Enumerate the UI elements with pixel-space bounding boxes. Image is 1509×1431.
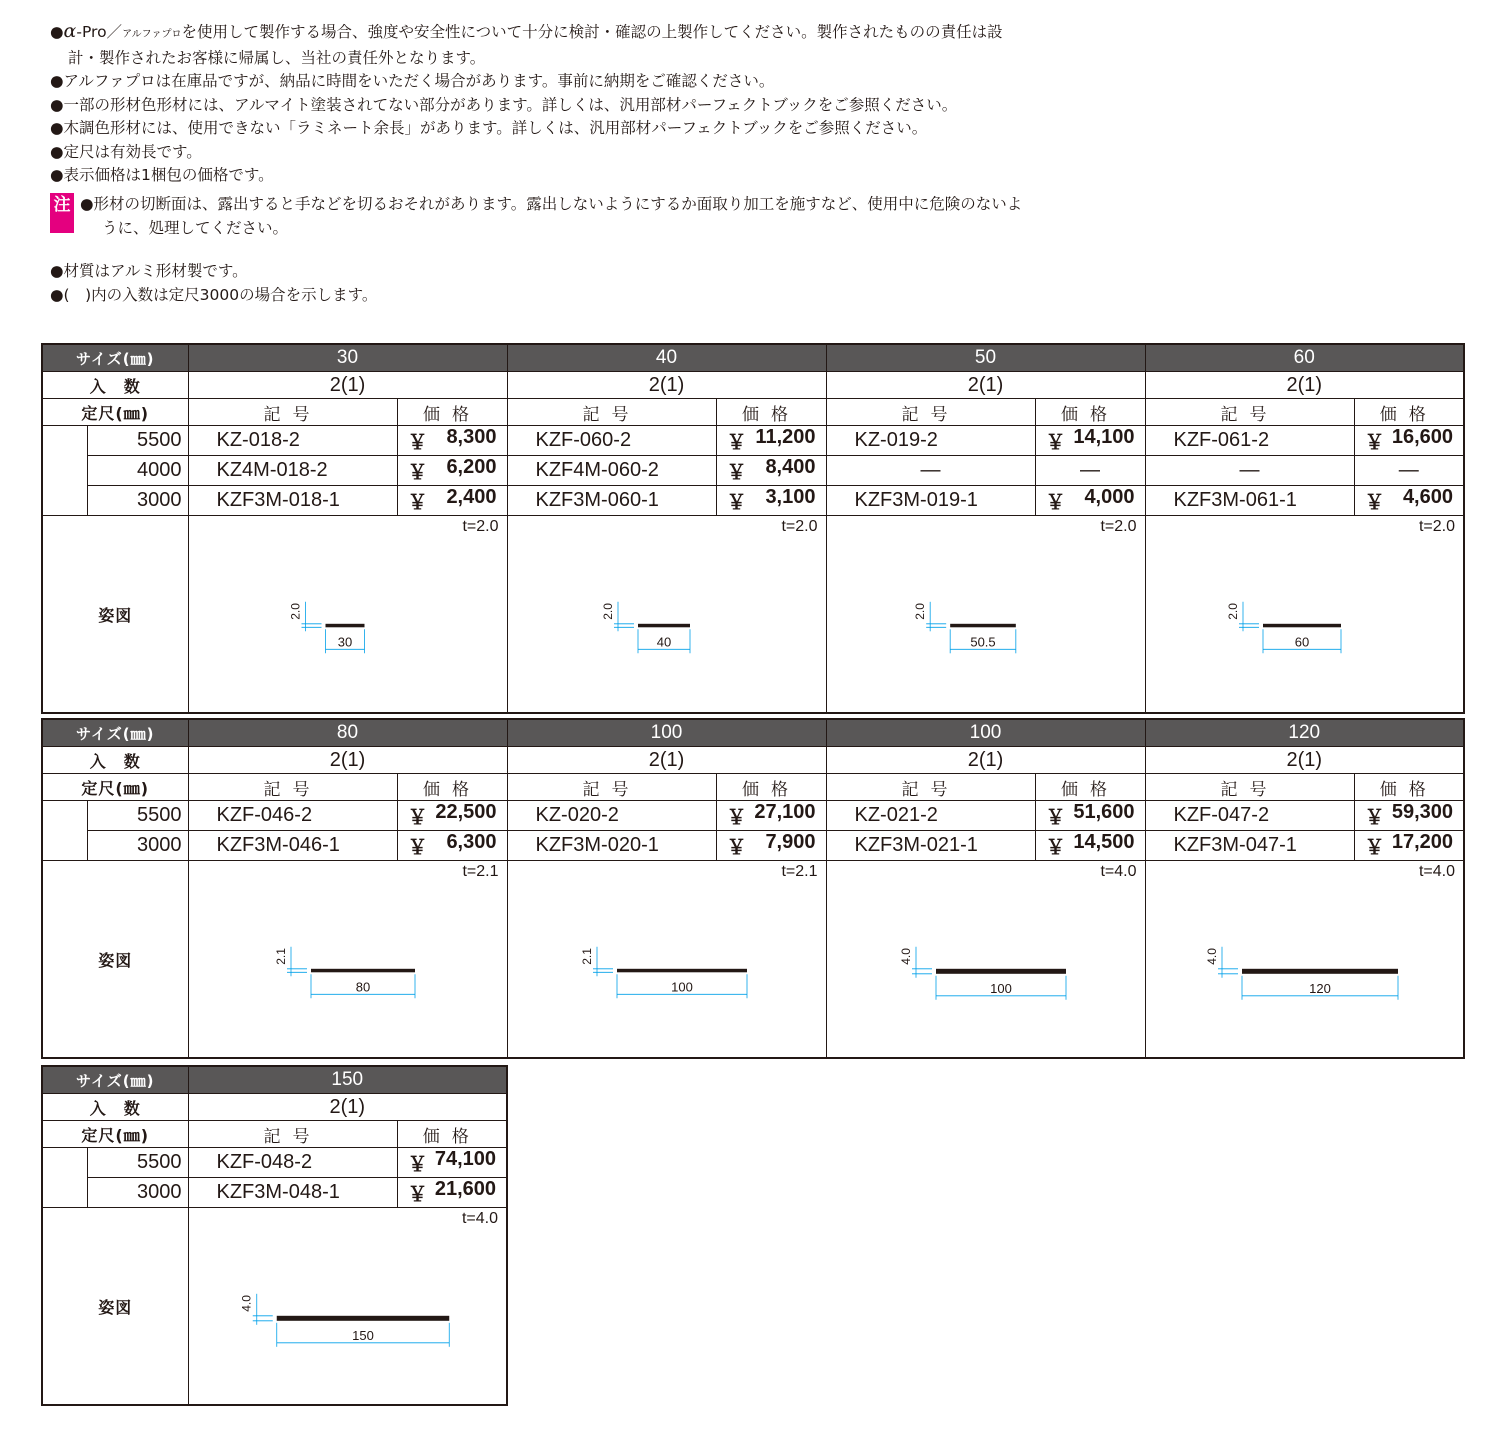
price-value: 6,300 (446, 831, 497, 853)
length-label: 定尺(㎜) (42, 1121, 188, 1148)
price-value: 21,600 (434, 1178, 496, 1200)
material-notes (50, 260, 377, 307)
yen-sign: ￥ (1364, 492, 1385, 514)
flat-bar-profile-diagram (508, 861, 826, 1057)
yen-sign: ￥ (407, 807, 428, 829)
note-line-3: ●一部の形材色形材には、アルマイト塗装されてない部分があります。詳しくは、汎用部材パーフェクトブックをご参照ください。 (50, 95, 958, 114)
price-value: 16,600 (1391, 426, 1453, 448)
price-cell (397, 1148, 507, 1178)
size-label: サイズ(㎜) (42, 719, 188, 747)
size-value: 120 (1145, 719, 1464, 747)
price-cell (397, 426, 507, 456)
product-code: ― (1145, 456, 1354, 486)
flat-bar-section (638, 624, 690, 628)
price-value: 22,500 (435, 801, 497, 823)
alpha-glyph: α (63, 20, 77, 42)
price-cell (716, 801, 826, 831)
quantity-value: 2(1) (507, 747, 826, 774)
price-cell (397, 456, 507, 486)
price-header: 価格 (1354, 774, 1464, 801)
length-value: 3000 (87, 486, 188, 516)
length-label: 定尺(㎜) (42, 774, 188, 801)
price-header: 価格 (716, 399, 826, 426)
price-cell (1354, 801, 1464, 831)
flat-bar-profile-diagram (827, 861, 1145, 1057)
length-value: 3000 (87, 831, 188, 861)
yen-sign: ￥ (726, 462, 747, 484)
product-code: KZF3M-046-1 (188, 831, 397, 861)
profile-figure-cell (507, 516, 826, 714)
price-value: 59,300 (1391, 801, 1453, 823)
yen-sign: ￥ (407, 462, 428, 484)
thickness-label: t=2.1 (781, 863, 818, 880)
thickness-dimension-text: 4.0 (239, 1295, 254, 1312)
code-header: 記号 (1145, 399, 1354, 426)
yen-sign: ￥ (407, 432, 428, 454)
notes (50, 20, 1130, 188)
yen-sign: ￥ (1364, 432, 1385, 454)
size-value: 100 (826, 719, 1145, 747)
code-header: 記号 (1145, 774, 1354, 801)
table3-spec-table (41, 1065, 508, 1406)
length-label: 定尺(㎜) (42, 399, 188, 426)
caution-line-1: ●形材の切断面は、露出すると手などを切るおそれがあります。露出しないようにするか面取り加工を施すなど、使用中に危険のないよ (80, 195, 1023, 213)
material-line-2: ●( )内の入数は定尺3000の場合を示します。 (50, 285, 378, 304)
price-value: 8,400 (765, 456, 816, 478)
price-value: 74,100 (434, 1148, 496, 1170)
thickness-label: t=2.0 (1100, 518, 1137, 535)
thickness-label: t=4.0 (461, 1210, 498, 1227)
price-value: 17,200 (1391, 831, 1453, 853)
price-value: 3,100 (765, 486, 816, 508)
width-dimension-text: 50.5 (969, 634, 996, 650)
price-value: 14,100 (1073, 426, 1135, 448)
price-header: 価格 (1035, 774, 1145, 801)
price-header: 価格 (397, 1121, 507, 1148)
table-row (42, 456, 1464, 486)
width-dimension-text: 30 (337, 634, 352, 650)
price-value: 4,000 (1084, 486, 1135, 508)
price-cell (1035, 486, 1145, 516)
product-code: KZ-018-2 (188, 426, 397, 456)
price-cell (397, 486, 507, 516)
flat-bar-section (311, 969, 415, 973)
indent-cell (42, 801, 87, 831)
product-code: KZF-048-2 (188, 1148, 397, 1178)
price-cell (716, 426, 826, 456)
size-value: 30 (188, 344, 507, 372)
note-line-6: ●表示価格は1梱包の価格です。 (50, 166, 274, 184)
thickness-dimension-text: 2.0 (1225, 603, 1240, 620)
yen-sign: ￥ (407, 837, 428, 859)
price-header: 価格 (397, 774, 507, 801)
flat-bar-section (1263, 624, 1341, 628)
price-header: 価格 (1035, 399, 1145, 426)
caution-block (50, 193, 1130, 240)
thickness-dimension-text: 4.0 (1204, 948, 1219, 965)
code-header: 記号 (507, 399, 716, 426)
size-value: 150 (188, 1066, 507, 1094)
price-header: 価格 (716, 774, 826, 801)
quantity-value: 2(1) (507, 372, 826, 399)
price-value: 2,400 (446, 486, 497, 508)
length-value: 5500 (87, 426, 188, 456)
code-header: 記号 (507, 774, 716, 801)
flat-bar-section (617, 969, 747, 973)
table-row (42, 486, 1464, 516)
code-header: 記号 (826, 774, 1035, 801)
width-dimension-text: 80 (355, 979, 370, 995)
size-label: サイズ(㎜) (42, 344, 188, 372)
note-line-4: ●木調色形材には、使用できない「ラミネート余長」があります。詳しくは、汎用部材パーフェクトブックをご参照ください。 (50, 119, 928, 137)
code-header: 記号 (826, 399, 1035, 426)
price-cell (716, 831, 826, 861)
product-code: KZF3M-020-1 (507, 831, 716, 861)
length-value: 5500 (87, 801, 188, 831)
price-cell (1354, 486, 1464, 516)
width-dimension-text: 100 (989, 980, 1012, 996)
material-line-1: ●材質はアルミ形材製です。 (50, 262, 248, 280)
thickness-label: t=2.0 (462, 518, 499, 535)
product-code: KZ-021-2 (826, 801, 1035, 831)
product-code: KZF3M-021-1 (826, 831, 1035, 861)
caution-badge: 注 (50, 193, 74, 233)
size-value: 60 (1145, 344, 1464, 372)
flat-bar-section (325, 624, 364, 628)
yen-sign: ￥ (407, 492, 428, 514)
profile-figure-cell (1145, 861, 1464, 1059)
table-row (42, 801, 1464, 831)
thickness-dimension-text: 2.0 (912, 603, 927, 620)
thickness-dimension-text: 2.1 (273, 948, 288, 965)
quantity-label: 入 数 (42, 1094, 188, 1121)
price-value: 51,600 (1073, 801, 1135, 823)
size-value: 80 (188, 719, 507, 747)
price-cell (1035, 831, 1145, 861)
yen-sign: ￥ (407, 1154, 428, 1176)
quantity-value: 2(1) (826, 747, 1145, 774)
figure-label: 姿図 (42, 1208, 188, 1406)
indent-cell (42, 456, 87, 486)
profile-figure-cell (826, 516, 1145, 714)
yen-sign: ￥ (407, 1184, 428, 1206)
flat-bar-section (950, 624, 1016, 628)
profile-figure-cell (188, 1208, 507, 1406)
product-code: KZF3M-060-1 (507, 486, 716, 516)
product-code: KZF3M-047-1 (1145, 831, 1354, 861)
table2-spec-table (41, 718, 1465, 1059)
price-value: 4,600 (1402, 486, 1453, 508)
size-value: 40 (507, 344, 826, 372)
product-code: KZF3M-048-1 (188, 1178, 397, 1208)
thickness-dimension-text: 2.1 (579, 948, 594, 965)
flat-bar-section (276, 1316, 449, 1321)
price-value: 14,500 (1073, 831, 1135, 853)
product-code: KZF3M-061-1 (1145, 486, 1354, 516)
price-value: 27,100 (754, 801, 816, 823)
size-value: 100 (507, 719, 826, 747)
price-cell (397, 1178, 507, 1208)
width-dimension-text: 100 (670, 979, 693, 995)
note-line-2: ●アルファプロは在庫品ですが、納品に時間をいただく場合があります。事前に納期をご確認ください。 (50, 72, 775, 90)
flat-bar-section (936, 969, 1066, 974)
note-line-1-cont: 計・製作されたお客様に帰属し、当社の責任外となります。 (68, 48, 486, 67)
yen-sign: ￥ (1045, 837, 1066, 859)
flat-bar-profile-diagram (189, 861, 507, 1057)
price-cell (1354, 831, 1464, 861)
yen-sign: ￥ (1045, 432, 1066, 454)
profile-figure-cell (826, 861, 1145, 1059)
flat-bar-section (1242, 969, 1398, 974)
length-value: 4000 (87, 456, 188, 486)
product-code: KZF-046-2 (188, 801, 397, 831)
caution-line-2: うに、処理してください。 (102, 218, 289, 237)
indent-cell (42, 486, 87, 516)
product-code: KZ-019-2 (826, 426, 1035, 456)
price-cell (1035, 426, 1145, 456)
width-dimension-text: 150 (351, 1327, 374, 1343)
width-dimension-text: 60 (1294, 634, 1309, 650)
yen-sign: ￥ (1364, 807, 1385, 829)
quantity-label: 入 数 (42, 747, 188, 774)
flat-bar-profile-diagram (827, 516, 1145, 712)
thickness-label: t=2.0 (1418, 518, 1455, 535)
indent-cell (42, 1148, 87, 1178)
profile-figure-cell (507, 861, 826, 1059)
product-code: KZF3M-019-1 (826, 486, 1035, 516)
flat-bar-profile-diagram (189, 1208, 507, 1404)
product-code: KZF-061-2 (1145, 426, 1354, 456)
flat-bar-profile-diagram (1146, 516, 1464, 712)
profile-figure-cell (1145, 516, 1464, 714)
table-row (42, 426, 1464, 456)
quantity-value: 2(1) (1145, 747, 1464, 774)
thickness-label: t=4.0 (1100, 863, 1137, 880)
indent-cell (42, 1178, 87, 1208)
indent-cell (42, 426, 87, 456)
table1-spec-table (41, 343, 1465, 714)
note-line-1: ●α-Pro／アルファプロを使用して製作する場合、強度や安全性について十分に検討・確認の上製作してください。製作されたものの責任は設 (50, 20, 1003, 42)
figure-label: 姿図 (42, 861, 188, 1059)
quantity-value: 2(1) (188, 747, 507, 774)
yen-sign: ￥ (726, 492, 747, 514)
yen-sign: ￥ (726, 432, 747, 454)
price-cell (716, 486, 826, 516)
price-cell (397, 801, 507, 831)
price-cell (1035, 801, 1145, 831)
thickness-dimension-text: 2.0 (600, 603, 615, 620)
yen-sign: ￥ (1045, 807, 1066, 829)
indent-cell (42, 831, 87, 861)
price-value: 8,300 (446, 426, 497, 448)
figure-label: 姿図 (42, 516, 188, 714)
product-code: ― (826, 456, 1035, 486)
thickness-label: t=2.0 (781, 518, 818, 535)
price-value: 7,900 (765, 831, 816, 853)
width-dimension-text: 120 (1308, 980, 1331, 996)
note-line-5: ●定尺は有効長です。 (50, 142, 202, 161)
yen-sign: ￥ (726, 807, 747, 829)
quantity-value: 2(1) (826, 372, 1145, 399)
price-header: 価格 (1354, 399, 1464, 426)
price-header: 価格 (397, 399, 507, 426)
quantity-value: 2(1) (188, 372, 507, 399)
size-label: サイズ(㎜) (42, 1066, 188, 1094)
flat-bar-profile-diagram (189, 516, 507, 712)
length-value: 5500 (87, 1148, 188, 1178)
width-dimension-text: 40 (656, 634, 671, 650)
thickness-dimension-text: 4.0 (898, 948, 913, 965)
profile-figure-cell (188, 861, 507, 1059)
price-cell (716, 456, 826, 486)
product-code: KZF4M-060-2 (507, 456, 716, 486)
price-value: 11,200 (755, 426, 816, 448)
quantity-value: 2(1) (1145, 372, 1464, 399)
product-code: KZF3M-018-1 (188, 486, 397, 516)
code-header: 記号 (188, 1121, 397, 1148)
table-row (42, 1178, 507, 1208)
code-header: 記号 (188, 399, 397, 426)
thickness-label: t=4.0 (1418, 863, 1455, 880)
thickness-label: t=2.1 (462, 863, 499, 880)
product-code: KZF-060-2 (507, 426, 716, 456)
quantity-label: 入 数 (42, 372, 188, 399)
table-row (42, 831, 1464, 861)
price-value: 6,200 (446, 456, 497, 478)
price-cell (397, 831, 507, 861)
flat-bar-profile-diagram (1146, 861, 1464, 1057)
quantity-value: 2(1) (188, 1094, 507, 1121)
price-cell (1354, 426, 1464, 456)
price-value: ― (1354, 456, 1464, 486)
price-value: ― (1035, 456, 1145, 486)
thickness-dimension-text: 2.0 (288, 603, 302, 620)
flat-bar-profile-diagram (508, 516, 826, 712)
product-code: KZ4M-018-2 (188, 456, 397, 486)
size-value: 50 (826, 344, 1145, 372)
product-code: KZ-020-2 (507, 801, 716, 831)
profile-figure-cell (188, 516, 507, 714)
code-header: 記号 (188, 774, 397, 801)
yen-sign: ￥ (1045, 492, 1066, 514)
product-code: KZF-047-2 (1145, 801, 1354, 831)
yen-sign: ￥ (726, 837, 747, 859)
yen-sign: ￥ (1364, 837, 1385, 859)
length-value: 3000 (87, 1178, 188, 1208)
table-row (42, 1148, 507, 1178)
